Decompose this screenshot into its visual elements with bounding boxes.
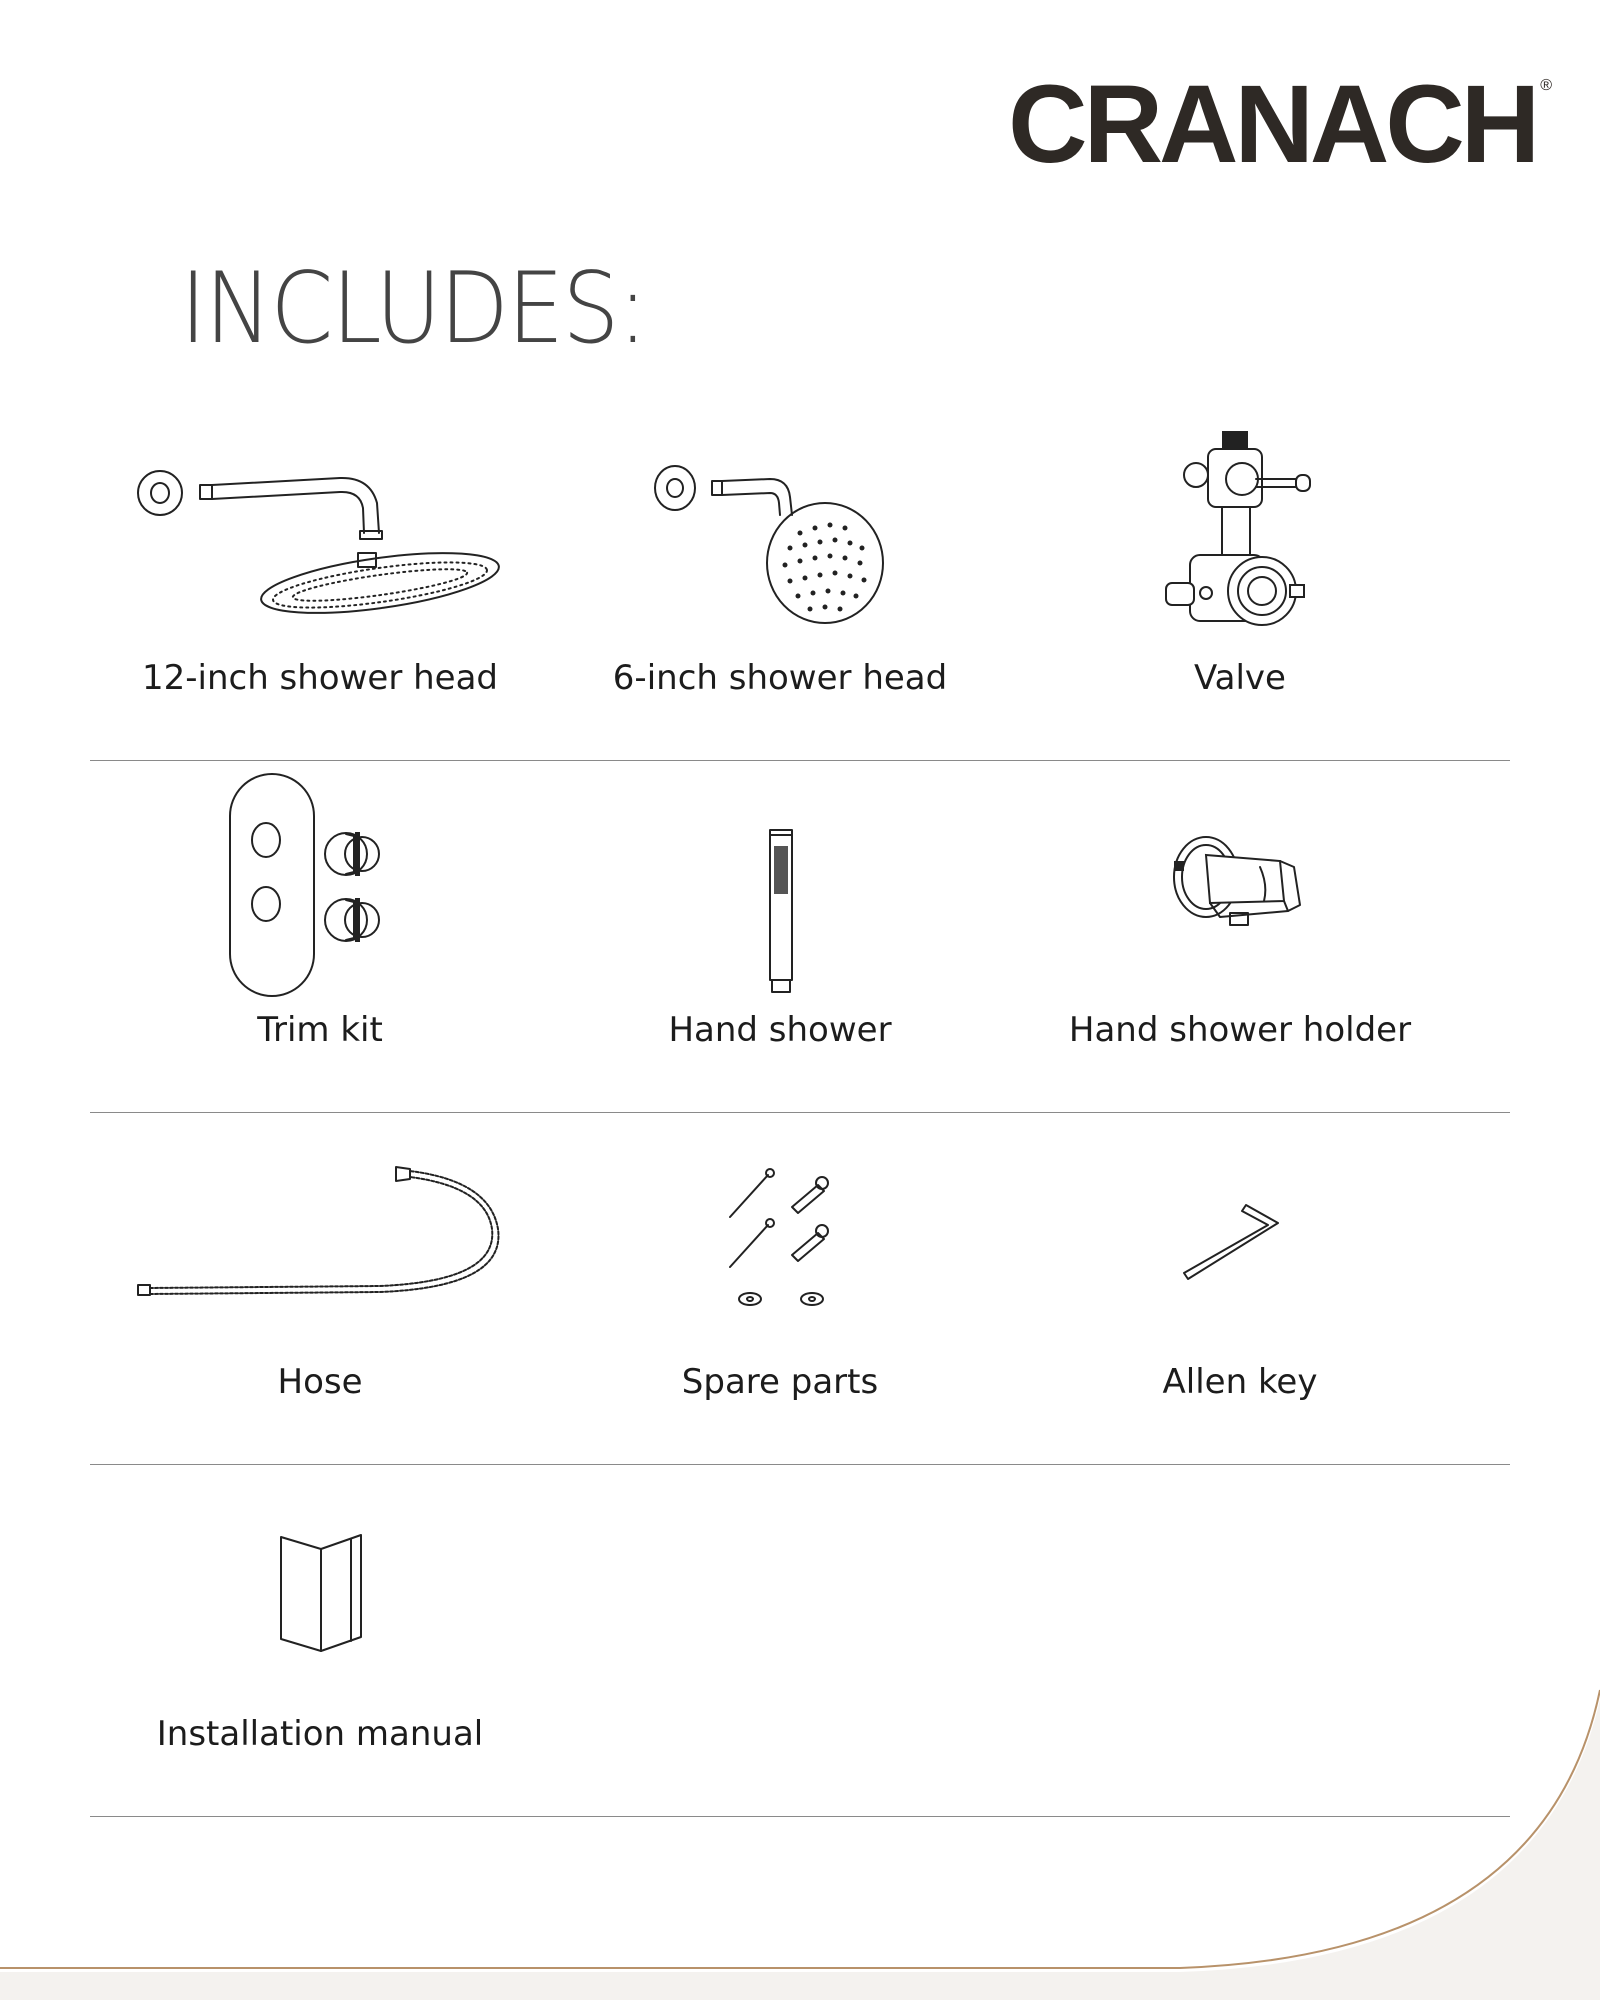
item-label: Spare parts: [681, 1362, 879, 1402]
item-label: Hand shower holder: [1068, 1010, 1412, 1050]
rain-shower-head-12-icon: [120, 433, 520, 633]
items-row-1: [90, 408, 1510, 761]
item-label: Allen key: [1162, 1362, 1318, 1402]
items-row-3: [90, 1112, 1510, 1465]
item-12-inch-shower-head: [90, 408, 550, 760]
hose-icon: [120, 1157, 520, 1317]
items-row-2: [90, 760, 1510, 1113]
items-row-4: [90, 1464, 1510, 1817]
item-label: 12-inch shower head: [141, 658, 499, 698]
item-trim-kit: [90, 760, 550, 1112]
item-label: Valve: [1194, 658, 1286, 698]
item-valve: [1010, 408, 1470, 760]
hand-shower-holder-icon: [1160, 805, 1320, 965]
item-label: Trim kit: [257, 1010, 383, 1050]
spare-parts-icon: [700, 1157, 860, 1317]
item-hand-shower: [550, 760, 1010, 1112]
manual-icon: [265, 1519, 375, 1659]
item-label: Hand shower: [668, 1010, 892, 1050]
item-6-inch-shower-head: [550, 408, 1010, 760]
brand-logo: CRANACH ®: [1008, 63, 1552, 186]
item-installation-manual: [90, 1464, 550, 1816]
item-label: Installation manual: [156, 1714, 484, 1754]
valve-icon: [1150, 423, 1330, 643]
item-label: 6-inch shower head: [612, 658, 948, 698]
rain-shower-head-6-icon: [630, 433, 930, 633]
item-hose: [90, 1112, 550, 1464]
item-label: Hose: [277, 1362, 363, 1402]
allen-key-icon: [1170, 1177, 1310, 1297]
item-allen-key: [1010, 1112, 1470, 1464]
page-title: INCLUDES:: [180, 252, 647, 366]
hand-shower-icon: [750, 770, 810, 1000]
item-spare-parts: [550, 1112, 1010, 1464]
trim-kit-icon: [220, 770, 420, 1000]
item-hand-shower-holder: [1010, 760, 1470, 1112]
